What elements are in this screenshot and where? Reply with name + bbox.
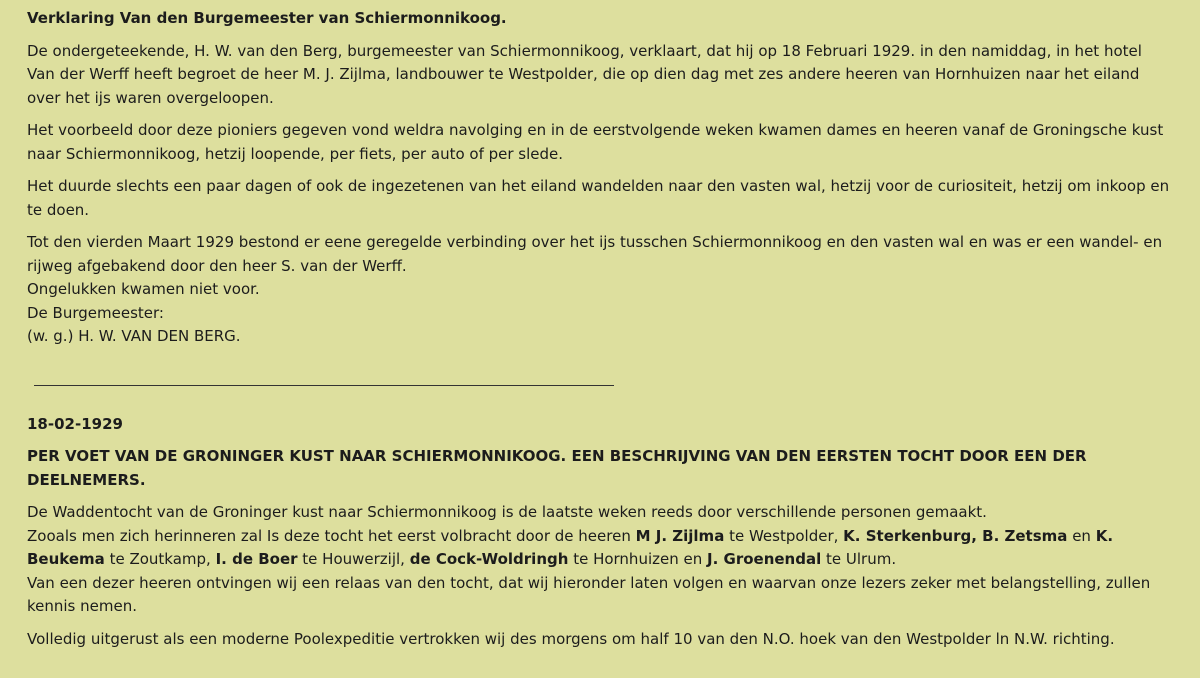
article-intro-line-3: Van een dezer heeren ontvingen wij een relaas van den tocht, dat wij hieronder laten volgen en waarvan onze lezers zeker met belangstelling, zullen kennis nemen. xyxy=(27,573,1151,615)
person-name-6: J. Groenendal xyxy=(707,550,822,568)
person-name-4: I. de Boer xyxy=(215,550,298,568)
person-name-1: M J. Zijlma xyxy=(635,526,725,545)
intro-text-2: te Westpolder, xyxy=(724,526,844,545)
person-name-5: de Cock-Woldringh xyxy=(409,550,569,568)
article-paragraph-departure: Volledig uitgerust als een moderne Poolexpeditie vertrokken wij des morgens om half 10 van den N.O. hoek van den Westpolder ln N.W. richting. xyxy=(27,629,1115,648)
section-divider xyxy=(34,385,614,386)
intro-text-6: te Hornhuizen en xyxy=(568,550,707,568)
intro-text-3: en xyxy=(1067,526,1096,545)
verklaring-paragraph-3: Het duurde slechts een paar dagen of ook de ingezetenen van het eiland wandelden naar den vasten wal, hetzij voor de curiositeit, hetzij om inkoop en te doen. xyxy=(27,177,1170,219)
article-intro-line-1: De Waddentocht van de Groninger kust naar Schiermonnikoog is de laatste weken reeds door verschillende personen gemaakt. xyxy=(27,503,987,521)
article-date: 18-02-1929 xyxy=(27,414,123,433)
verklaring-signature: (w. g.) H. W. VAN DEN BERG. xyxy=(27,327,241,345)
verklaring-no-accidents: Ongelukken kwamen niet voor. xyxy=(27,280,260,298)
article-headline: PER VOET VAN DE GRONINGER KUST NAAR SCHIERMONNIKOOG. EEN BESCHRIJVING VAN DEN EERSTEN TOCHT DOOR EEN DER DEELNEMERS. xyxy=(27,447,1087,489)
intro-text-4: te Zoutkamp, xyxy=(104,550,216,568)
document-column xyxy=(27,7,1173,651)
article-intro xyxy=(27,501,1173,619)
article-intro-line-2 xyxy=(27,525,1173,572)
intro-text-1: Zooals men zich herinneren zal Is deze tocht het eerst volbracht door de heeren xyxy=(27,526,636,545)
verklaring-title: Verklaring Van den Burgemeester van Schiermonnikoog. xyxy=(27,9,507,27)
verklaring-paragraph-2: Het voorbeeld door deze pioniers gegeven vond weldra navolging en in de eerstvolgende weken kwamen dames en heeren vanaf de Groningsche kust naar Schiermonnikoog, hetzij loopende, per fiets, per auto of per slede. xyxy=(27,121,1164,163)
verklaring-paragraph-4-text: Tot den vierden Maart 1929 bestond er eene geregelde verbinding over het ijs tusschen Schiermonnikoog en den vasten wal en was er een wandel- en rijweg afgebakend door den heer S. van der Werff. xyxy=(27,233,1163,275)
person-name-3: K. Beukema xyxy=(27,526,1114,568)
person-name-2: K. Sterkenburg, B. Zetsma xyxy=(843,526,1068,545)
verklaring-signature-title: De Burgemeester: xyxy=(27,303,164,322)
intro-text-5: te Houwerzijl, xyxy=(297,550,410,568)
verklaring-paragraph-1: De ondergeteekende, H. W. van den Berg, burgemeester van Schiermonnikoog, verklaart, dat hij op 18 Februari 1929. in den namiddag, in het hotel Van der Werff heeft begroet de heer M. J. Zijlma, landbouwer te Westpolder, die op dien dag met zes andere heeren van Hornhuizen naar het eiland over het ijs waren overgeloopen. xyxy=(27,41,1142,107)
intro-text-7: te Ulrum. xyxy=(821,550,897,568)
verklaring-paragraph-4 xyxy=(27,231,1173,349)
